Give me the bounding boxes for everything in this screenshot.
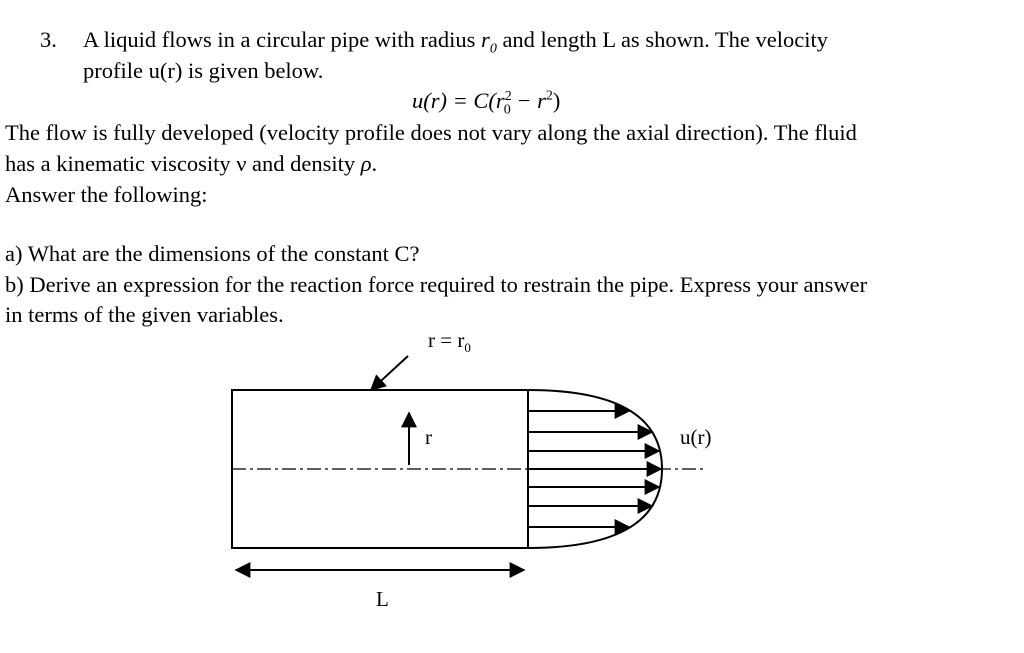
problem-line-4: has a kinematic viscosity ν and density ρ.: [5, 151, 378, 176]
part-b-line-2: in terms of the given variables.: [5, 302, 284, 327]
wall-pointer-arrow: [371, 356, 408, 390]
wall-radius-label: $r = r_0$: [428, 328, 471, 355]
problem-number: 3.: [40, 27, 57, 52]
part-b-line-1: b) Derive an expression for the reaction force required to restrain the pipe. Express your answer: [5, 272, 868, 297]
line1-post: and length L as shown. The velocity: [496, 27, 828, 52]
density-symbol: ρ: [360, 151, 372, 176]
problem-line-2: profile u(r) is given below.: [83, 58, 324, 83]
line1-pre: A liquid flows in a circular pipe with radius: [83, 27, 482, 52]
answer-heading: Answer the following:: [5, 182, 208, 207]
velocity-equation: $u(r) = C(r^2_0 - r^2)$: [412, 88, 561, 118]
radial-label: r: [425, 425, 432, 449]
problem-line-3: The flow is fully developed (velocity profile does not vary along the axial direction). The fluid: [5, 120, 857, 145]
radius-symbol: $r_0$: [481, 27, 497, 57]
length-label: L: [376, 587, 389, 611]
velocity-label: u(r): [680, 425, 712, 449]
part-a: a) What are the dimensions of the constant C?: [5, 241, 420, 266]
